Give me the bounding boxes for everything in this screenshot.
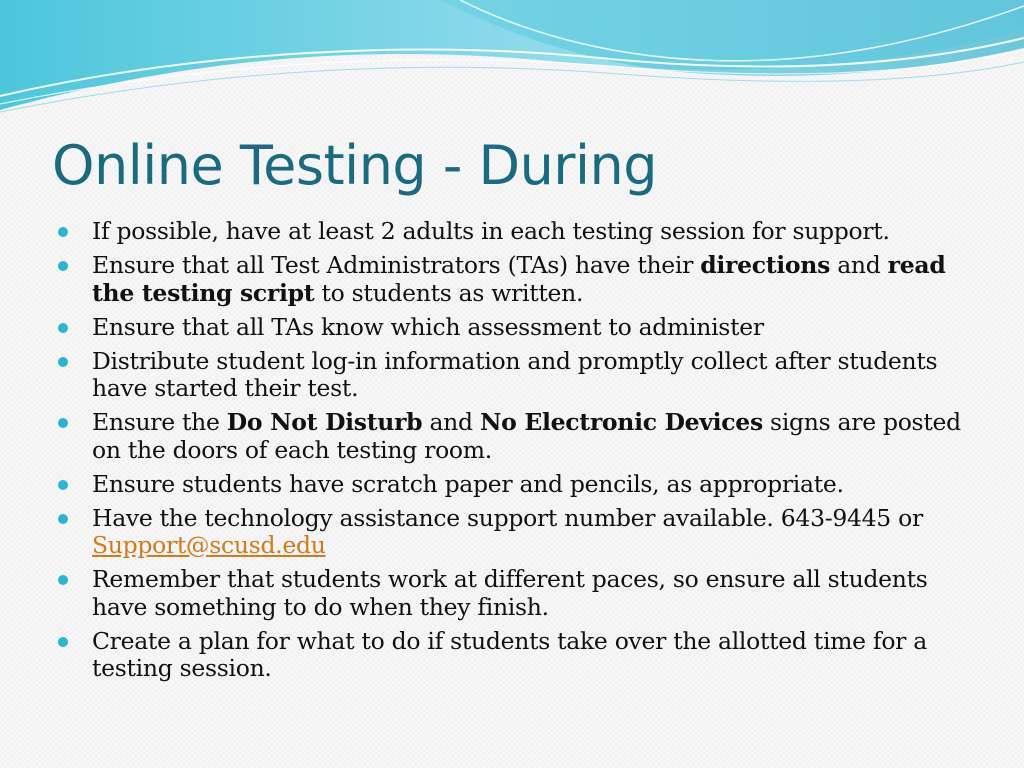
bullet-text: Ensure that all TAs know which assessment to administer bbox=[92, 312, 764, 341]
bullet-text: Remember that students work at different paces, so ensure all students have something to do when they finish. bbox=[92, 565, 928, 621]
bullet-text: If possible, have at least 2 adults in each testing session for support. bbox=[92, 217, 890, 245]
bullet-item bbox=[56, 505, 971, 560]
bullet-dot-icon bbox=[58, 514, 68, 524]
bullet-item bbox=[56, 348, 971, 403]
bullet-text: and bbox=[422, 408, 480, 436]
bullet-dot-icon bbox=[58, 480, 68, 490]
bullet-bold-text: No Electronic Devices bbox=[479, 408, 763, 436]
bullet-text: Ensure that all Test Administrators (TAs) have their bbox=[92, 251, 701, 279]
bullet-item bbox=[56, 471, 971, 499]
bullet-item bbox=[56, 252, 971, 307]
bullet-dot-icon bbox=[58, 637, 68, 647]
bullet-dot-icon bbox=[58, 575, 68, 585]
bullet-text: Distribute student log-in information and promptly collect after students have started their test. bbox=[92, 346, 938, 402]
slide-title: Online Testing - During bbox=[52, 134, 658, 197]
bullet-dot-icon bbox=[58, 227, 68, 237]
header-wave-decoration bbox=[0, 0, 1024, 120]
bullet-text: to students as written. bbox=[314, 278, 584, 307]
bullet-text: Have the technology assistance support number available. 643-9445 or bbox=[92, 503, 923, 532]
bullet-bold-text: read the testing script bbox=[92, 251, 946, 307]
bullet-dot-icon bbox=[58, 418, 68, 428]
bullet-text: signs are posted on the doors of each testing room. bbox=[92, 408, 961, 464]
bullet-text: and bbox=[830, 251, 888, 279]
bullet-item bbox=[56, 628, 971, 683]
bullet-dot-icon bbox=[58, 261, 68, 271]
bullet-item bbox=[56, 218, 971, 246]
bullet-item bbox=[56, 566, 971, 621]
bullet-dot-icon bbox=[58, 357, 68, 367]
bullet-text: Ensure students have scratch paper and pencils, as appropriate. bbox=[92, 469, 844, 498]
bullet-item bbox=[56, 409, 971, 464]
bullet-dot-icon bbox=[58, 323, 68, 333]
bullet-text: Create a plan for what to do if students take over the allotted time for a testing session. bbox=[92, 626, 927, 682]
bullet-text: Ensure the bbox=[92, 408, 227, 436]
bullet-item bbox=[56, 314, 971, 342]
bullet-bold-text: directions bbox=[700, 251, 831, 279]
support-email-link[interactable]: Support@scusd.edu bbox=[92, 531, 326, 559]
bullet-list bbox=[56, 218, 971, 689]
bullet-bold-text: Do Not Disturb bbox=[226, 408, 423, 436]
